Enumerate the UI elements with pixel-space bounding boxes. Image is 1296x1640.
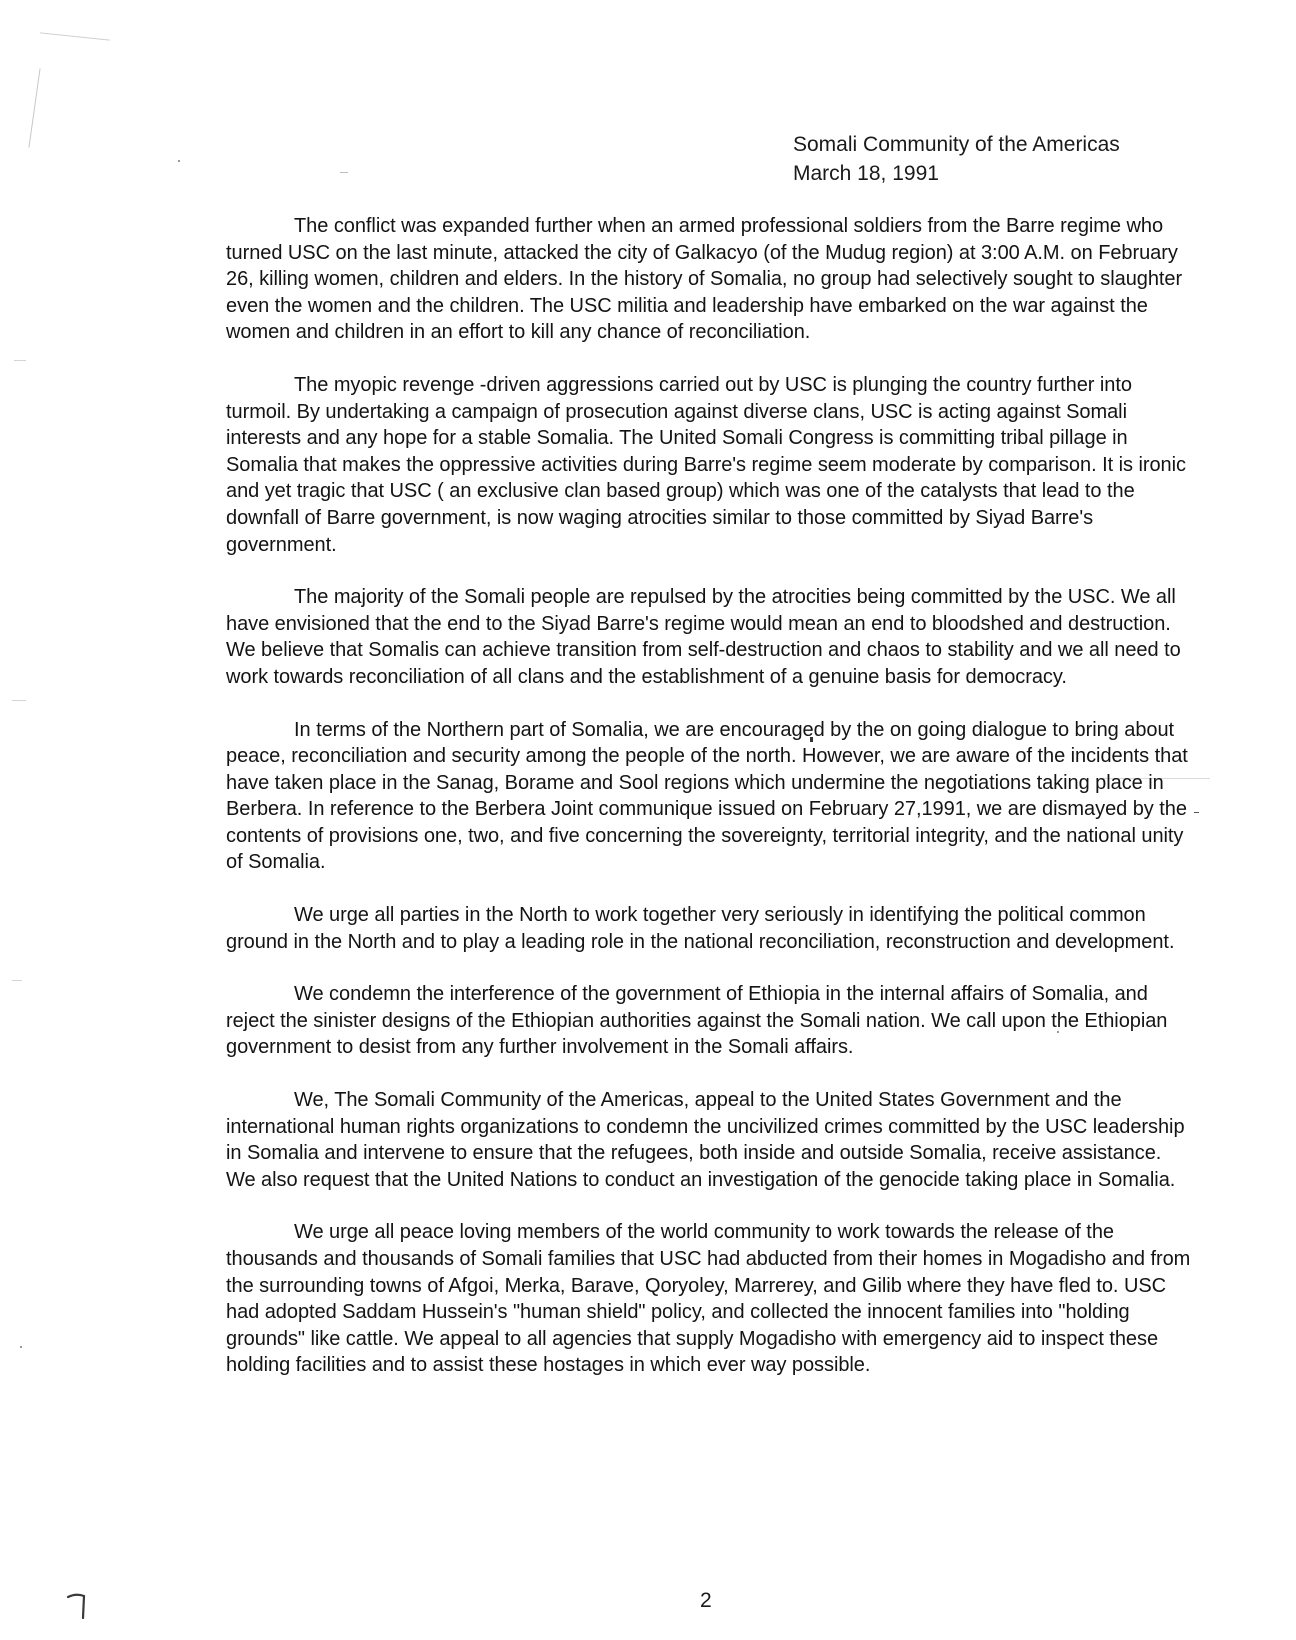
scan-artifact-dot [14,360,26,361]
paragraph-usc-aggressions: The myopic revenge -driven aggressions carried out by USC is plunging the country further into turmoil. By undertaking a campaign of prosecution against diverse clans, USC is acting against Somali interests and any hope for a stable Somalia. The United Somali Congress is committing tribal pillage in Somalia that makes the oppressive activities during Barre's regime seem moderate by comparison. It is ironic and yet tragic that USC ( an exclusive clan based group) which was one of the catalysts that lead to the downfall of Barre government, is now waging atrocities similar to those committed by Siyad Barre's government. [226,373,1186,556]
page-number: 2 [700,1589,712,1612]
paragraph-north-parties: We urge all parties in the North to work together very seriously in identifying the political common ground in the North and to play a leading role in the national reconciliation, reconstruction and development. [226,904,1175,953]
letter-date: March 18, 1991 [793,162,939,185]
handwritten-corner-mark [66,1591,88,1619]
paragraph-galkacyo-attack: The conflict was expanded further when an armed professional soldiers from the Barre regime who turned USC on the last minute, attacked the city of Galkacyo (of the Mudug region) at 3:00 A.M. on February 26, killing women, children and elders. In the history of Somalia, no group had selectively sought to slaughter even the women and the children. The USC militia and leadership have embarked on the war against the women and children in an effort to kill any chance of reconciliation. [226,215,1183,344]
paragraph-northern-somalia: In terms of the Northern part of Somalia, we are encouraged by the on going dialogue to bring about peace, reconciliation and security among the people of the north. However, we are aware of the incidents that have taken place in the Sanag, Borame and Sool regions which undermine the negotiations taking place in Berbera. In reference to the Berbera Joint communique issued on February 27,1991, we are dismayed by the contents of provisions one, two, and five concerning the sovereignty, territorial integrity, and the national unity of Somalia. [226,718,1188,874]
scan-artifact-dot [12,700,26,701]
scan-artifact-line [28,68,40,147]
paragraph-appeal-us-government: We, The Somali Community of the Americas, appeal to the United States Government and the international human rights organizations to condemn the uncivilized crimes committed by the USC leadership in Somalia and intervene to ensure that the refugees, both inside and outside Somalia, receive assistance. We also request that the United Nations to conduct an investigation of the genocide taking place in Somalia. [226,1089,1185,1191]
organization-name: Somali Community of the Americas [793,133,1120,156]
scan-artifact-dash [40,32,110,40]
scan-artifact-dot [20,1346,22,1348]
letterhead [793,130,1120,188]
scan-artifact-dot [178,160,180,162]
scan-artifact-dot [12,980,22,981]
paragraph-release-families: We urge all peace loving members of the world community to work towards the release of the thousands and thousands of Somali families that USC had abducted from their homes in Mogadisho and from the surrounding towns of Afgoi, Merka, Barave, Qoryoley, Marrerey, and Gilib where they have fled to. USC had adopted Saddam Hussein's "human shield" policy, and collected the innocent families into "holding grounds" like cattle. We appeal to all agencies that supply Mogadisho with emergency aid to inspect these holding facilities and to assist these hostages in which ever way possible. [226,1221,1191,1377]
paragraph-somali-majority: The majority of the Somali people are repulsed by the atrocities being committed by the USC. We all have envisioned that the end to the Siyad Barre's regime would mean an end to bloodshed and destruction. We believe that Somalis can achieve transition from self-destruction and chaos to stability and we all need to work towards reconciliation of all clans and the establishment of a genuine basis for democracy. [226,586,1181,688]
paragraph-ethiopia-interference: We condemn the interference of the government of Ethiopia in the internal affairs of Somalia, and reject the sinister designs of the Ethiopian authorities against the Somali nation. We call upon the Ethiopian government to desist from any further involvement in the Somali affairs. [226,983,1168,1059]
letter-body [226,213,1196,1405]
scan-artifact-dot [340,172,348,173]
